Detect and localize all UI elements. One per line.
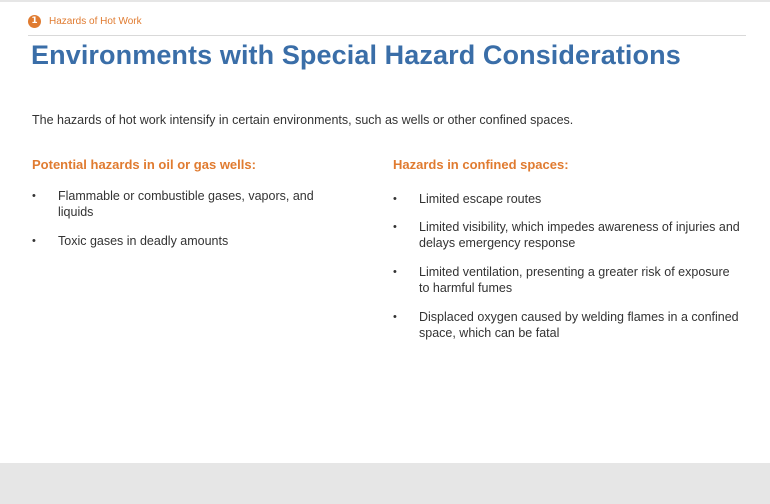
list-item-text: Toxic gases in deadly amounts [58, 234, 229, 248]
confined-spaces-heading: Hazards in confined spaces: [393, 157, 569, 172]
section-number-badge: 1 [28, 15, 41, 28]
oil-gas-wells-list [32, 188, 352, 249]
oil-gas-wells-column [32, 157, 352, 262]
confined-spaces-column [393, 157, 743, 354]
list-item-text: Displaced oxygen caused by welding flames in a confined space, which can be fatal [419, 310, 739, 340]
list-item-text: Limited ventilation, presenting a greater risk of exposure to harmful fumes [419, 265, 730, 295]
bullet-icon: • [32, 235, 36, 247]
bullet-icon: • [393, 266, 397, 278]
list-item [32, 233, 352, 249]
top-border [0, 0, 770, 2]
bullet-icon: • [393, 311, 397, 323]
header-divider [28, 35, 746, 36]
list-item-text: Limited visibility, which impedes awareness of injuries and delays emergency response [419, 220, 740, 250]
footer-bar [0, 463, 770, 504]
list-item [393, 219, 743, 251]
list-item [32, 188, 352, 220]
bullet-icon: • [32, 190, 36, 202]
list-item-text: Limited escape routes [419, 192, 542, 206]
bullet-icon: • [393, 193, 397, 205]
bullet-icon: • [393, 221, 397, 233]
list-item [393, 264, 743, 296]
page-title: Environments with Special Hazard Considerations [31, 40, 681, 70]
breadcrumb-label: Hazards of Hot Work [49, 16, 142, 27]
breadcrumb [28, 15, 142, 28]
list-item [393, 309, 743, 341]
oil-gas-wells-heading: Potential hazards in oil or gas wells: [32, 157, 256, 172]
list-item [393, 191, 743, 207]
list-item-text: Flammable or combustible gases, vapors, and liquids [58, 189, 314, 219]
confined-spaces-list [393, 191, 743, 341]
intro-text: The hazards of hot work intensify in certain environments, such as wells or other confined spaces. [32, 113, 574, 127]
